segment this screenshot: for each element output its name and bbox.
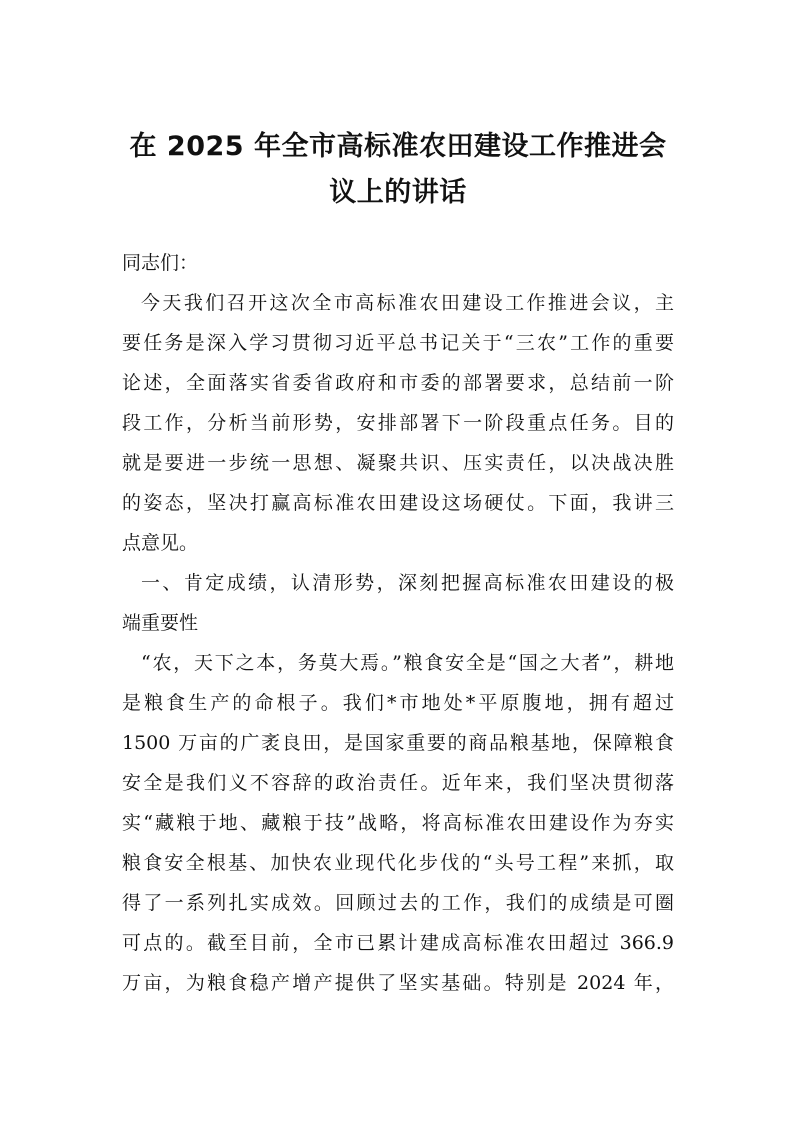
document-body <box>122 243 674 1003</box>
paragraph-line: 是粮食生产的命根子。我们*市地处*平原腹地，拥有超过 <box>122 692 674 714</box>
salutation: 同志们： <box>122 252 199 274</box>
paragraph-line: 点意见。 <box>122 532 199 554</box>
section-heading-1 <box>122 563 674 643</box>
paragraph-intro <box>122 283 674 563</box>
heading-line: 端重要性 <box>122 612 199 634</box>
paragraph-line: 的姿态，坚决打赢高标准农田建设这场硬仗。下面，我讲三 <box>122 492 674 514</box>
paragraph-line: 粮食安全根基、加快农业现代化步伐的“头号工程”来抓，取 <box>122 852 674 874</box>
paragraph-line: 就是要进一步统一思想、凝聚共识、压实责任，以决战决胜 <box>122 452 674 474</box>
document-title <box>118 124 678 216</box>
paragraph-line: 安全是我们义不容辞的政治责任。近年来，我们坚决贯彻落 <box>122 772 674 794</box>
paragraph-line: 可点的。截至目前，全市已累计建成高标准农田超过 366.9 <box>122 932 674 954</box>
paragraph-line: 论述，全面落实省委省政府和市委的部署要求，总结前一阶 <box>122 372 674 394</box>
paragraph-line: 实“藏粮于地、藏粮于技”战略，将高标准农田建设作为夯实 <box>122 812 674 834</box>
heading-line: 一、肯定成绩，认清形势，深刻把握高标准农田建设的极 <box>141 572 674 594</box>
paragraph-line: 1500 万亩的广袤良田，是国家重要的商品粮基地，保障粮食 <box>122 732 674 754</box>
paragraph-line: “农，天下之本，务莫大焉。”粮食安全是“国之大者”，耕地 <box>141 652 674 674</box>
paragraph-line: 要任务是深入学习贯彻习近平总书记关于“三农”工作的重要 <box>122 332 674 354</box>
paragraph-line: 得了一系列扎实成效。回顾过去的工作，我们的成绩是可圈 <box>122 892 674 914</box>
paragraph-line: 万亩，为粮食稳产增产提供了坚实基础。特别是 2024 年， <box>122 972 674 994</box>
title-line-1: 在 2025 年全市高标准农田建设工作推进会 <box>129 131 667 162</box>
title-line-2: 议上的讲话 <box>329 177 467 208</box>
paragraph-line: 段工作，分析当前形势，安排部署下一阶段重点任务。目的 <box>122 412 674 434</box>
paragraph-line: 今天我们召开这次全市高标准农田建设工作推进会议，主 <box>141 292 674 314</box>
paragraph-section-1 <box>122 643 674 1003</box>
